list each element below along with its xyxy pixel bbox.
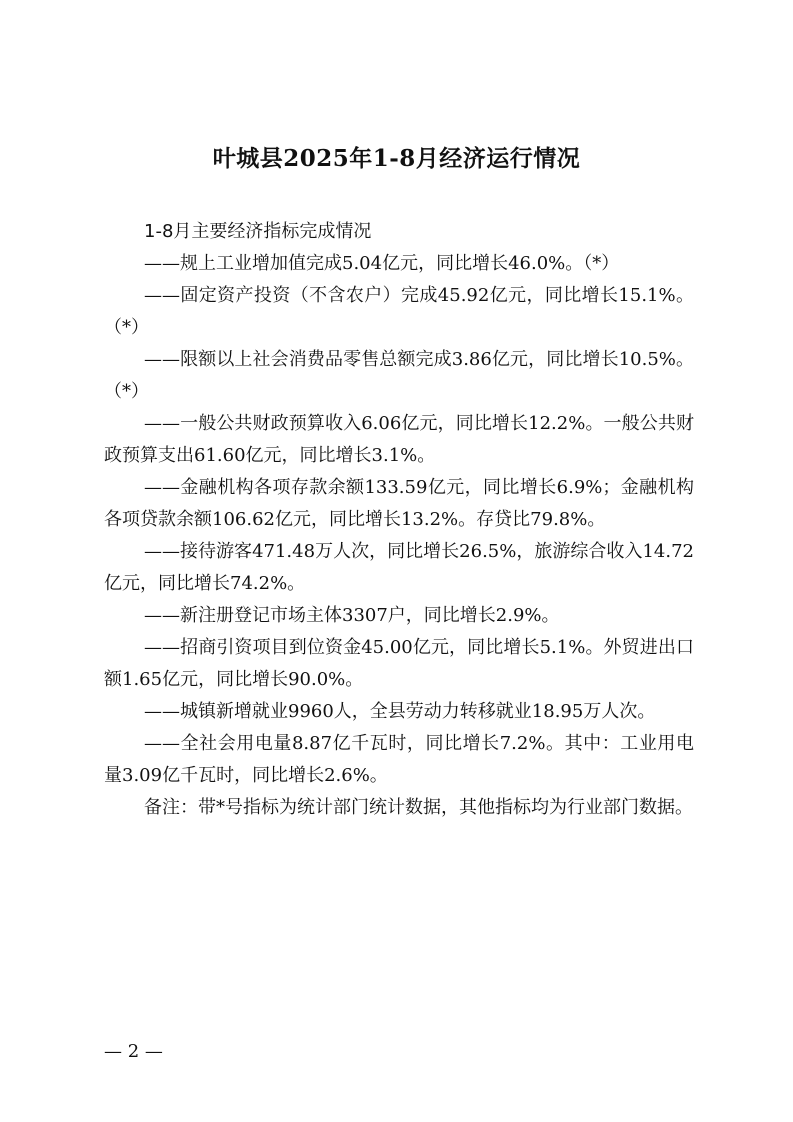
paragraph-fixed-asset-investment: ——固定资产投资（不含农户）完成45.92亿元，同比增长15.1%。（*） bbox=[104, 285, 694, 338]
paragraph-industrial-value: ——规上工业增加值完成5.04亿元，同比增长46.0%。（*） bbox=[144, 253, 620, 274]
paragraph-investment-trade: ——招商引资项目到位资金45.00亿元，同比增长5.1%。外贸进出口额1.65亿元，同比增长90.0%。 bbox=[104, 637, 694, 690]
footnote: 备注：带*号指标为统计部门统计数据，其他指标均为行业部门数据。 bbox=[144, 797, 693, 818]
paragraph-retail-sales: ——限额以上社会消费品零售总额完成3.86亿元，同比增长10.5%。（*） bbox=[104, 349, 694, 402]
document-title: 叶城县2025年1-8月经济运行情况 bbox=[212, 145, 581, 172]
paragraph-employment: ——城镇新增就业9960人，全县劳动力转移就业18.95万人次。 bbox=[144, 701, 656, 722]
section-heading: 1-8月主要经济指标完成情况 bbox=[144, 221, 372, 242]
document-body bbox=[104, 216, 694, 824]
paragraph-electricity: ——全社会用电量8.87亿千瓦时，同比增长7.2%。其中：工业用电量3.09亿千瓦时，同比增长2.6%。 bbox=[104, 733, 694, 786]
paragraph-public-finance: ——一般公共财政预算收入6.06亿元，同比增长12.2%。一般公共财政预算支出61.60亿元，同比增长3.1%。 bbox=[104, 413, 694, 466]
paragraph-financial-institutions: ——金融机构各项存款余额133.59亿元，同比增长6.9%；金融机构各项贷款余额106.62亿元，同比增长13.2%。存贷比79.8%。 bbox=[104, 477, 694, 530]
page-number: — 2 — bbox=[104, 1041, 163, 1062]
paragraph-tourism: ——接待游客471.48万人次，同比增长26.5%，旅游综合收入14.72亿元，同比增长74.2%。 bbox=[104, 541, 694, 594]
paragraph-market-entities: ——新注册登记市场主体3307户，同比增长2.9%。 bbox=[144, 605, 560, 626]
